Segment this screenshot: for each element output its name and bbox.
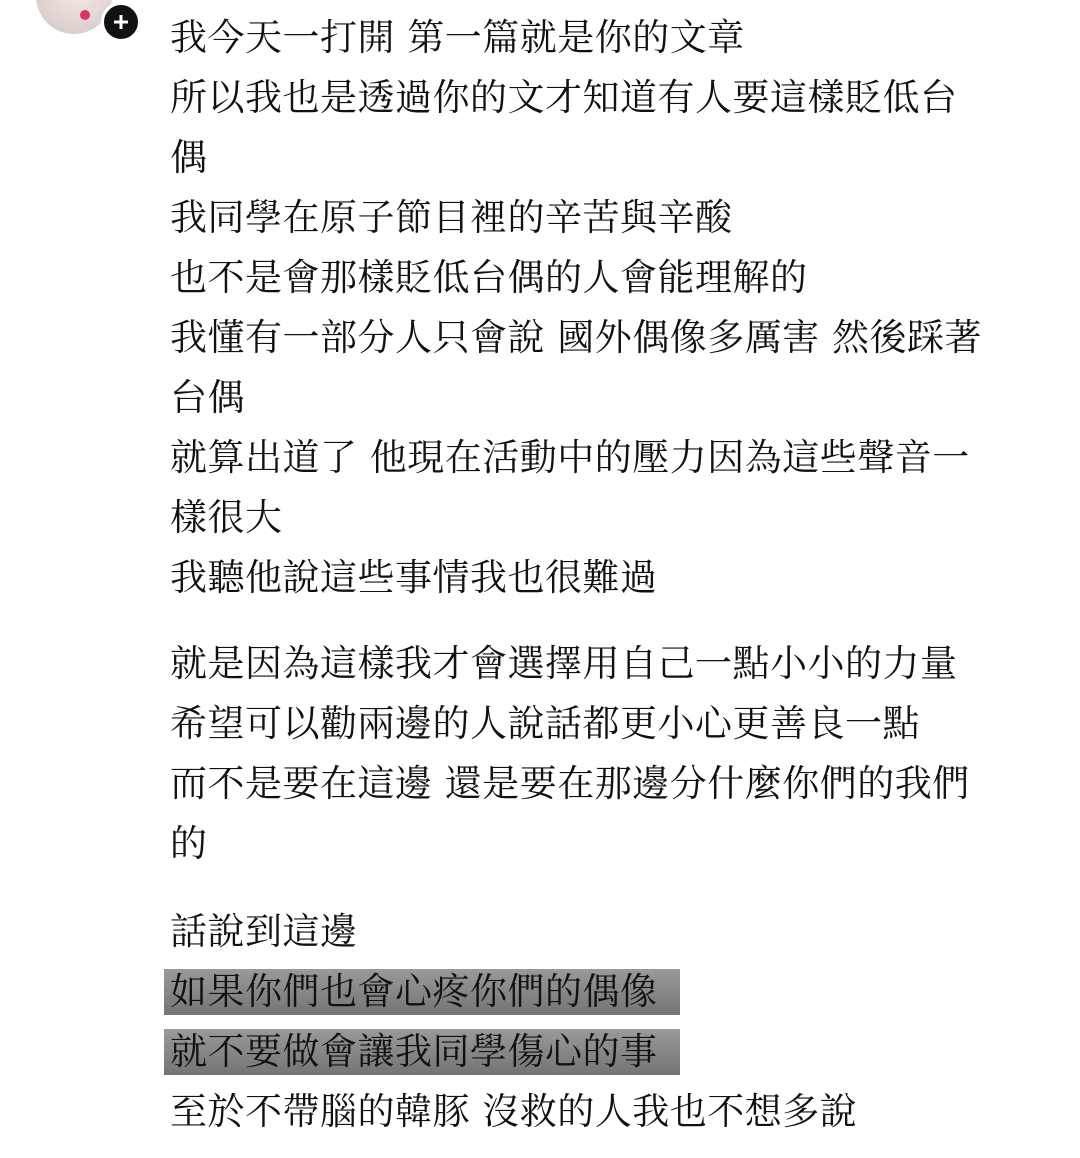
follow-button[interactable]	[101, 2, 141, 42]
highlighted-line	[170, 962, 1050, 1022]
paragraph-gap	[170, 608, 1050, 634]
post-line: 台偶	[170, 376, 245, 419]
avatar-accent	[80, 10, 90, 20]
post-line: 就算出道了 他現在活動中的壓力因為這些聲音一	[170, 436, 970, 479]
text-highlight: 就不要做會讓我同學傷心的事	[164, 1029, 680, 1075]
post-line: 我懂有一部分人只會說 國外偶像多厲害 然後踩著	[170, 316, 983, 359]
post-line: 至於不帶腦的韓豚 沒救的人我也不想多說	[170, 1090, 858, 1133]
plus-icon	[113, 14, 129, 30]
post-line: 就是因為這樣我才會選擇用自己一點小小的力量	[170, 642, 958, 685]
text-highlight: 如果你們也會心疼你們的偶像	[164, 969, 680, 1015]
post-text	[170, 8, 1050, 1142]
post-line: 的	[170, 822, 208, 865]
post-line: 樣很大	[170, 496, 283, 539]
post-line: 我同學在原子節目裡的辛苦與辛酸	[170, 196, 733, 239]
post-line: 而不是要在這邊 還是要在那邊分什麼你們的我們	[170, 762, 970, 805]
paragraph-gap	[170, 874, 1050, 902]
post-line: 也不是會那樣貶低台偶的人會能理解的	[170, 256, 808, 299]
highlighted-line	[170, 1022, 1050, 1082]
post-line: 偶	[170, 136, 208, 179]
post-line: 話說到這邊	[170, 910, 358, 953]
post-line: 我聽他說這些事情我也很難過	[170, 556, 658, 599]
post-line: 希望可以勸兩邊的人說話都更小心更善良一點	[170, 702, 920, 745]
post-line: 所以我也是透過你的文才知道有人要這樣貶低台	[170, 76, 958, 119]
post-line: 我今天一打開 第一篇就是你的文章	[170, 16, 745, 59]
